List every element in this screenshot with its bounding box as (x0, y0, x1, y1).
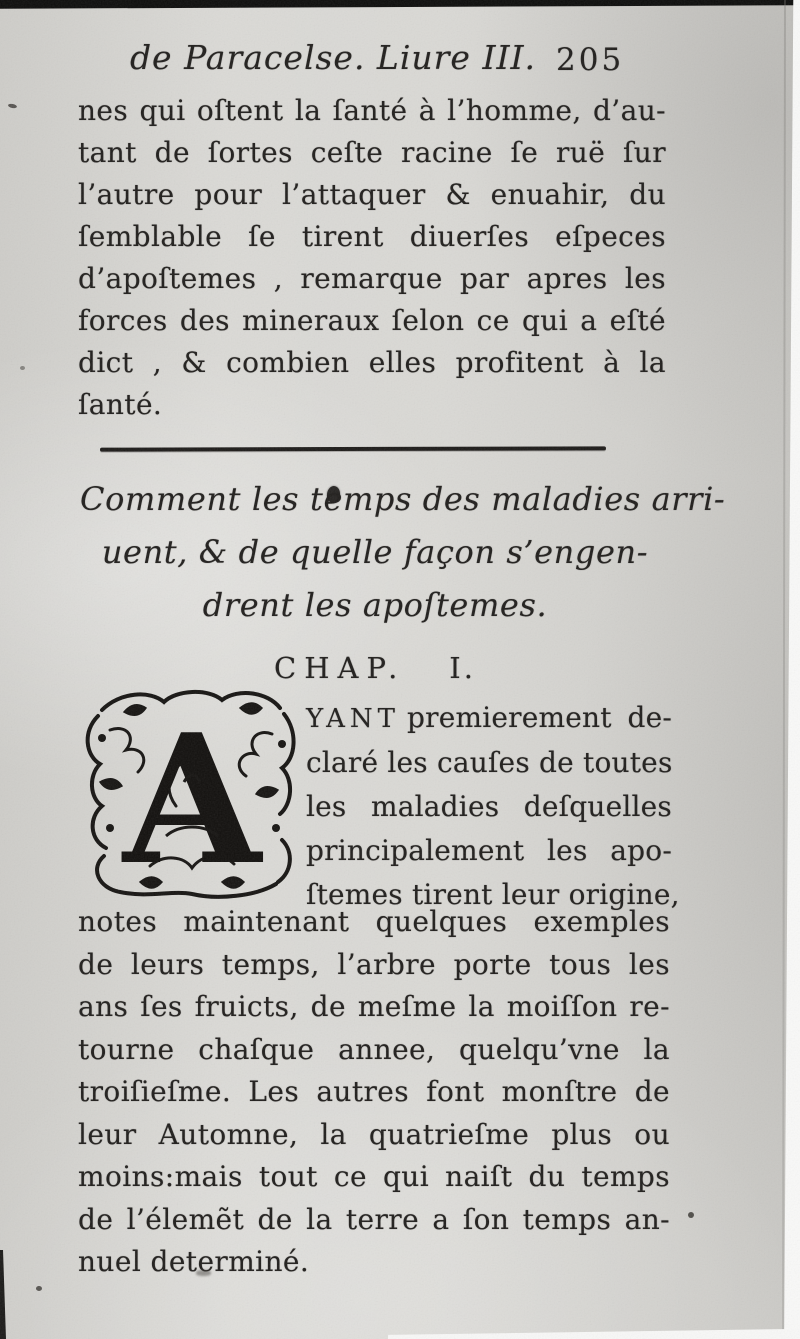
svg-text:A: A (122, 695, 262, 902)
text-line: tourne chaſque annee, quelqu’vne la (78, 1032, 670, 1066)
body-paragraph-1 (78, 90, 666, 426)
chapter-label: CHAP. (274, 651, 406, 685)
body-paragraph-2-full (78, 901, 670, 1284)
text-line: nes qui oſtent la ſanté à l’homme, d’au- (78, 94, 666, 127)
text-line: nuel determiné. (78, 1245, 310, 1278)
text-line: tant de ſortes ceſte racine ſe ruë ſur (78, 136, 666, 169)
opening-word: YANT (306, 704, 401, 734)
scanner-margin-bottom (388, 1326, 800, 1339)
page-edge-shadow (781, 0, 786, 1339)
running-header-title: de Paracelse. Liure III. (129, 38, 537, 77)
text-line (306, 696, 672, 741)
ink-speck (36, 1286, 42, 1291)
text-line: dict , & combien elles profitent à la (78, 346, 666, 379)
scan-edge-bottom-left (0, 1250, 6, 1339)
section-heading (80, 473, 726, 632)
drop-cap-initial (80, 686, 304, 902)
page-number: 205 (556, 42, 625, 78)
drop-cap-woodcut-icon (80, 686, 304, 902)
text-line: d’apoſtemes , remarque par apres les (78, 262, 666, 295)
ink-speck (8, 103, 18, 109)
text-line: de l’élemẽt de la terre a ſon temps an- (78, 1202, 670, 1236)
text-line: forces des mineraux ſelon ce qui a eſté (78, 304, 666, 337)
text-line: ſemblable ſe tirent diuerſes eſpeces (78, 220, 666, 253)
text-line: ſtemes tirent leur origine, (306, 878, 680, 911)
text-line: principalement les apo- (306, 834, 672, 867)
text-line: l’autre pour l’attaquer & enuahir, du (78, 178, 666, 211)
scanner-margin-right (776, 0, 800, 1339)
text-line: de leurs temps, l’arbre porte tous les (78, 947, 670, 981)
text-line: troiſieſme. Les autres font monſtre de (78, 1075, 670, 1108)
text-line: ans ſes fruicts, de meſme la moiſſon re- (78, 990, 670, 1023)
opening-rest: premierement de- (407, 701, 672, 734)
heading-line: uent, & de quelle façon s’engen- (101, 533, 649, 571)
text-line: claré les cauſes de toutes (306, 746, 673, 779)
scan-edge-top (0, 0, 800, 9)
heading-line: Comment les temps des maladies arri- (80, 480, 726, 518)
ink-speck (688, 1212, 694, 1218)
section-divider-rule (100, 446, 606, 451)
text-line: notes maintenant quelques exemples (78, 905, 670, 938)
ink-speck (196, 1270, 211, 1276)
body-paragraph-2-indented (306, 696, 680, 917)
heading-line: drent les apoſtemes. (202, 586, 548, 624)
text-line: leur Automne, la quatrieſme plus ou (78, 1117, 670, 1151)
text-line: moins:mais tout ce qui naiſt du temps (78, 1160, 670, 1193)
text-line: les maladies deſquelles (306, 790, 672, 823)
ink-speck (20, 366, 25, 370)
chapter-numeral: I. (449, 651, 476, 685)
text-line: ſanté. (78, 388, 163, 421)
chapter-heading (80, 651, 670, 685)
